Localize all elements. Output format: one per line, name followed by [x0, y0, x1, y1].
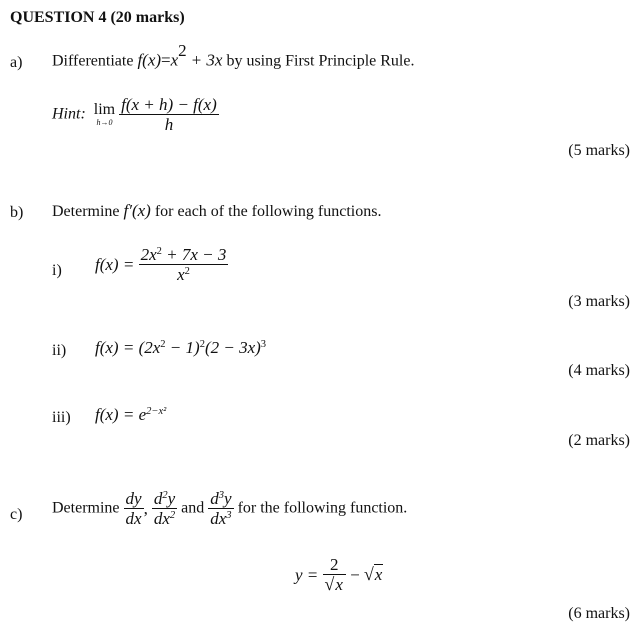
part-c-d3-den-dx: dx — [210, 509, 227, 528]
part-b-i-marks: (3 marks) — [568, 293, 630, 310]
part-b-question — [52, 202, 381, 220]
hint-fraction — [119, 96, 219, 133]
part-b-ii-f1-close: − 1) — [169, 338, 200, 357]
part-b-i-den-base: x — [177, 265, 185, 284]
sqrt-symbol: √ — [324, 574, 335, 594]
part-c-eq-sqrt — [364, 566, 383, 584]
part-b-i-equation — [95, 246, 228, 283]
part-c-eq-minus: − — [350, 565, 360, 585]
part-c-eq-num: 2 — [329, 555, 339, 574]
part-c-label: c) — [10, 506, 23, 523]
part-c-d3-num-exp: 3 — [218, 490, 225, 502]
part-a-label: a) — [10, 54, 23, 71]
part-a-rest: + 3x — [190, 50, 223, 70]
part-b-ii-equation — [95, 339, 266, 356]
part-b-i-den-exp: 2 — [184, 266, 190, 278]
part-c-d2-den-exp: 2 — [169, 510, 176, 522]
part-b-iii-base: e — [138, 405, 147, 424]
hint-numerator: f(x + h) − f(x) — [121, 95, 217, 114]
part-b-ii-f2-exp: 3 — [260, 339, 267, 351]
part-c-d2-num-exp: 2 — [162, 490, 168, 502]
part-c-d2-den — [152, 508, 177, 527]
hint-lim-text: lim — [93, 101, 116, 118]
part-c-d2-num-d: d — [153, 489, 163, 508]
part-b-i-num-a-exp: 2 — [156, 246, 162, 258]
part-c-text-pre: Determine — [52, 499, 120, 517]
part-c-eq-sqrt-x: x — [374, 565, 383, 584]
part-c-eq-den-x: x — [335, 575, 343, 594]
part-a-x: x — [170, 50, 179, 70]
part-c-comma: , — [143, 499, 148, 518]
part-b-i-num-a: 2x — [140, 245, 157, 264]
part-a-text-pre: Differentiate — [52, 52, 134, 70]
part-a-marks: (5 marks) — [568, 142, 630, 159]
part-c-d3-num-y: y — [224, 489, 232, 508]
part-c-d2 — [152, 490, 177, 527]
part-b-label: b) — [10, 204, 24, 221]
part-a-text-post: by using First Principle Rule. — [226, 52, 415, 70]
part-a-hint — [52, 96, 219, 133]
part-b-ii-label: ii) — [52, 342, 67, 359]
part-b-i-label: i) — [52, 262, 62, 279]
part-b-ii-marks: (4 marks) — [568, 362, 630, 379]
part-b-i-numerator — [139, 246, 229, 264]
part-c-d3-den — [208, 508, 233, 527]
part-c-d3-den-exp: 3 — [226, 510, 232, 522]
part-c-eq-den-sqrt — [325, 576, 344, 594]
part-c-equation — [295, 556, 383, 594]
part-a-fx: f(x) — [137, 50, 162, 70]
part-b-ii-f1-open: (2x — [138, 338, 161, 357]
part-b-iii-lhs: f(x) = — [95, 405, 135, 424]
part-c-question — [52, 490, 407, 527]
part-c-d2-num-y: y — [167, 489, 176, 508]
hint-label: Hint: — [52, 105, 86, 123]
part-b-ii-f1-exp: 2 — [199, 339, 205, 351]
part-c-d1 — [124, 490, 144, 527]
part-b-i-fraction — [139, 246, 229, 283]
part-b-i-denominator — [139, 264, 229, 283]
hint-limit — [94, 102, 115, 127]
part-b-i-lhs: f(x) = — [95, 255, 135, 274]
part-c-d2-den-dx: dx — [153, 509, 170, 528]
part-c-d3-num — [208, 490, 233, 508]
part-c-d3 — [208, 490, 233, 527]
part-c-and: and — [181, 499, 205, 517]
part-a-question — [52, 41, 415, 70]
part-a-eq: = — [161, 50, 171, 70]
part-b-ii-f2: (2 − 3x) — [204, 338, 261, 357]
part-b-ii-f1-inner-exp: 2 — [160, 339, 166, 351]
part-b-iii-equation — [95, 406, 166, 423]
part-b-text-pre: Determine — [52, 203, 120, 220]
part-c-d1-num: dy — [125, 489, 142, 508]
part-b-iii-exp: 2−x² — [146, 406, 167, 418]
hint-denominator: h — [119, 114, 219, 133]
part-c-d1-den: dx — [125, 509, 142, 528]
sqrt-symbol-2: √ — [363, 564, 374, 584]
hint-lim-sub: h→0 — [96, 118, 113, 127]
part-a-exp: 2 — [178, 41, 187, 60]
part-b-text-post: for each of the following functions. — [154, 203, 382, 220]
part-c-eq-fraction — [323, 556, 346, 594]
part-c-marks: (6 marks) — [568, 605, 630, 622]
part-b-ii-lhs: f(x) = — [95, 338, 135, 357]
part-c-d2-num — [152, 490, 177, 508]
part-b-iii-marks: (2 marks) — [568, 432, 630, 449]
part-c-d3-num-d: d — [210, 489, 219, 508]
part-c-eq-den — [323, 574, 346, 594]
part-b-fprime: f′(x) — [123, 201, 151, 220]
part-b-i-num-b: + 7x − 3 — [166, 245, 227, 264]
part-c-eq-lhs: y = — [295, 565, 319, 585]
question-title: QUESTION 4 (20 marks) — [10, 9, 185, 26]
part-b-iii-label: iii) — [52, 409, 71, 426]
part-c-text-post: for the following function. — [237, 499, 408, 517]
